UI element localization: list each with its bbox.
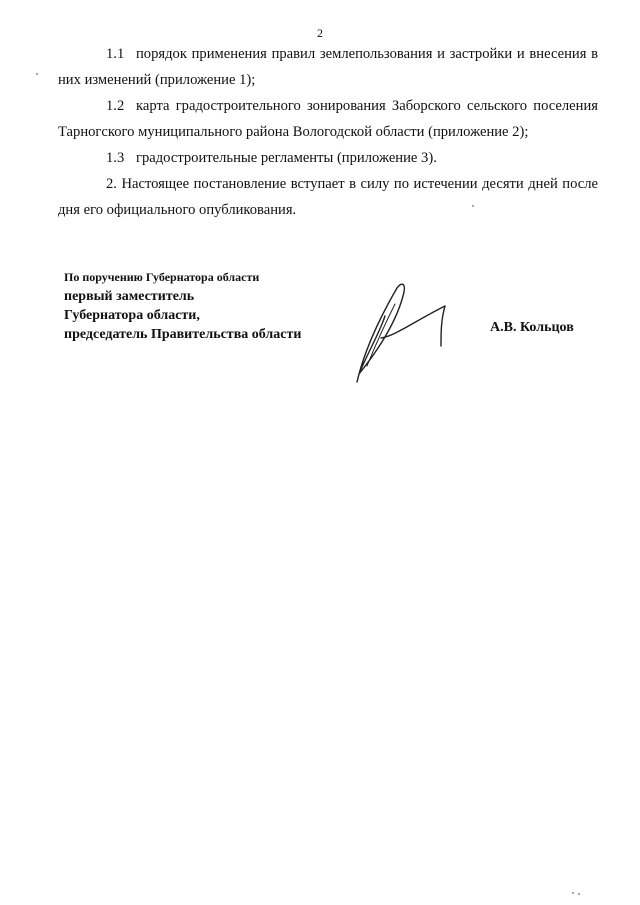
item-text: градостроительные регламенты (приложение 3). [136,150,437,166]
signature-block [64,268,301,344]
item-number: 1.3 [106,150,125,166]
signature-line-3: Губернатора области, [64,308,200,323]
page-number: 2 [317,26,323,40]
paragraph-2 [58,171,598,223]
item-number: 1.2 [106,98,125,114]
scan-speck [572,892,574,894]
scan-speck [472,205,474,207]
signature-line-1: По поручению Губернатора области [64,270,260,284]
list-item-1-2 [58,93,598,145]
list-item-1-1 [58,41,598,93]
paragraph-2-text: 2. Настоящее постановление вступает в силу по истечении десяти дней после дня его официального опубликования. [58,176,598,218]
list-item-1-3 [58,145,598,171]
scan-speck [578,893,580,895]
signature-line-4: председатель Правительства области [64,327,302,342]
item-text: карта градостроительного зонирования Заборского сельского поселения Тарногского муниципального района Вологодской области (приложение 2); [58,98,598,140]
handwritten-signature [345,276,455,384]
signer-name: А.В. Кольцов [490,320,574,335]
scan-speck [36,73,38,75]
signature-line-2: первый заместитель [64,289,195,304]
item-text: порядок применения правил землепользования и застройки и внесения в них изменений (приложение 1); [58,46,598,88]
item-number: 1.1 [106,46,125,62]
